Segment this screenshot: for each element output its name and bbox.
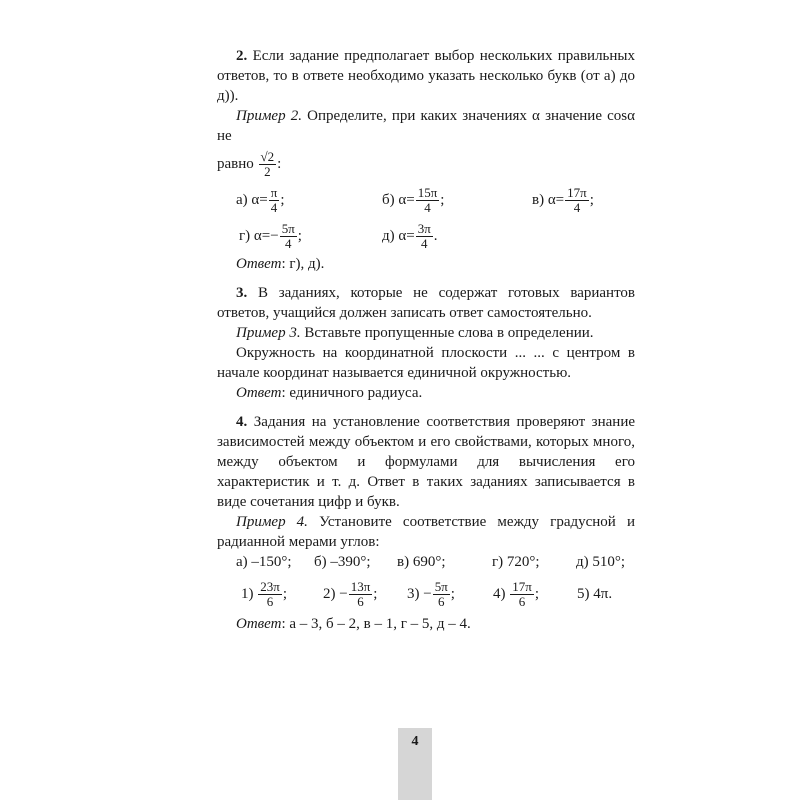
radian-fraction <box>510 580 534 609</box>
radian-5: 5) 4π. <box>577 586 613 602</box>
section-4-number: 4. <box>236 414 248 430</box>
fraction-numerator: π <box>270 184 278 200</box>
option-label: в) <box>532 192 545 208</box>
option-fraction <box>269 186 280 215</box>
radian-end: ; <box>534 586 539 602</box>
page-number: 4 <box>411 734 419 749</box>
fraction-numerator: 5π <box>434 578 448 594</box>
degree-e: д) 510°; <box>576 554 626 570</box>
radian-label: 4) <box>493 586 506 602</box>
option-label: г) <box>239 228 251 244</box>
colon: : <box>277 156 282 172</box>
option-end: . <box>433 228 438 244</box>
answer-label: Ответ <box>236 256 282 272</box>
page-number-tab <box>398 728 432 800</box>
section-3-text: В заданиях, которые не содержат готовых вариантов ответов, учащийся должен записать ответ самостоятельно. <box>217 285 636 321</box>
radian-prefix: − <box>339 586 348 602</box>
example-2-label: Пример 2. <box>236 108 302 124</box>
option-prefix: α= <box>251 192 268 208</box>
fraction-numerator: 15π <box>417 184 438 200</box>
example-2-text: Определите, при каких значениях α значение cosα не <box>217 108 635 144</box>
example-4-text: Установите соответствие между градусной и радианной мерами углов: <box>217 514 635 550</box>
radian-4 <box>493 574 539 614</box>
fraction-numerator: 5π <box>281 220 295 236</box>
section-2-paragraph <box>217 46 635 106</box>
section-4-text: Задания на установление соответствия проверяют знание зависимостей между объектом и его свойствами, которых много, между объектом и формулами для вычисления его характеристик и т. д. Ответ в таких заданиях записывается в виде сочетания цифр и букв. <box>217 414 636 510</box>
sqrt2-numerator: √2 <box>260 148 275 164</box>
fraction-numerator: 23π <box>260 578 280 594</box>
example-4-line <box>217 512 635 552</box>
section-3-paragraph <box>217 283 635 323</box>
fraction-denominator: 6 <box>266 593 274 609</box>
option-fraction <box>416 222 433 251</box>
answer-4 <box>217 614 635 634</box>
answer-text: : единичного радиуса. <box>281 385 423 401</box>
options-row-2 <box>217 218 635 254</box>
option-b <box>382 182 444 218</box>
option-label: д) <box>382 228 395 244</box>
option-c <box>532 182 594 218</box>
radian-2 <box>323 574 377 614</box>
degree-d: г) 720°; <box>492 554 540 570</box>
example-3-label: Пример 3. <box>236 325 301 341</box>
fraction-numerator: 3π <box>417 220 431 236</box>
fraction-denominator: 4 <box>284 235 292 251</box>
answer-3 <box>217 383 635 403</box>
option-prefix: α= <box>398 228 415 244</box>
radian-1 <box>241 574 287 614</box>
radian-end: ; <box>450 586 455 602</box>
section-4-paragraph <box>217 412 635 512</box>
fraction-denominator: 6 <box>438 593 445 609</box>
answer-label: Ответ <box>236 385 282 401</box>
radian-label: 3) <box>407 586 420 602</box>
radian-end: ; <box>373 586 378 602</box>
fraction-numerator: 17π <box>512 578 532 594</box>
radian-end: ; <box>282 586 287 602</box>
fraction-denominator: 6 <box>518 593 526 609</box>
radian-3 <box>407 574 455 614</box>
sqrt2-denominator: 2 <box>264 163 271 179</box>
radian-prefix: − <box>423 586 432 602</box>
answer-text: : а – 3, б – 2, в – 1, г – 5, д – 4. <box>281 616 471 632</box>
radian-label: 2) <box>323 586 336 602</box>
fraction-denominator: 4 <box>424 199 431 215</box>
option-label: б) <box>382 192 395 208</box>
option-prefix: α= <box>547 192 565 208</box>
section-2-number: 2. <box>236 48 248 64</box>
page-content <box>217 46 635 634</box>
radian-fraction <box>258 580 282 609</box>
example-2-equal-line <box>217 146 635 182</box>
fraction-numerator: 17π <box>567 184 587 200</box>
radian-fraction <box>349 580 373 609</box>
answer-label: Ответ <box>236 616 282 632</box>
degree-b: б) –390°; <box>314 554 371 570</box>
radians-row <box>217 574 635 614</box>
sqrt2-over-2-fraction <box>259 150 277 179</box>
answer-2 <box>217 254 635 274</box>
option-fraction <box>280 222 297 251</box>
fraction-denominator: 4 <box>421 235 428 251</box>
section-2-text: Если задание предполагает выбор нескольких правильных ответов, то в ответе необходимо указать несколько букв (от а) до д)). <box>217 48 635 104</box>
fraction-numerator: 13π <box>350 578 371 594</box>
option-prefix: α=− <box>253 228 279 244</box>
example-3-line <box>217 323 635 343</box>
definition-paragraph: Окружность на координатной плоскости ... ... с центром в начале координат называется единичной окружностью. <box>217 345 635 381</box>
option-prefix: α= <box>398 192 415 208</box>
fraction-denominator: 4 <box>573 199 581 215</box>
example-2-line <box>217 106 635 146</box>
radian-label: 1) <box>241 586 254 602</box>
radian-fraction <box>433 580 450 609</box>
example-3-text: Вставьте пропущенные слова в определении. <box>304 325 594 341</box>
example-4-label: Пример 4. <box>236 514 308 530</box>
option-fraction <box>565 186 589 215</box>
degrees-row <box>217 552 635 574</box>
degree-a: а) –150°; <box>236 554 292 570</box>
option-label: а) <box>236 192 248 208</box>
section-3-number: 3. <box>236 285 248 301</box>
fraction-denominator: 4 <box>270 199 278 215</box>
option-end: ; <box>297 228 302 244</box>
degree-c: в) 690°; <box>397 554 446 570</box>
options-row-1 <box>217 182 635 218</box>
option-end: ; <box>280 192 285 208</box>
option-a <box>236 182 284 218</box>
option-end: ; <box>440 192 445 208</box>
option-fraction <box>416 186 440 215</box>
option-end: ; <box>589 192 594 208</box>
fraction-denominator: 6 <box>357 593 364 609</box>
option-e <box>382 218 438 254</box>
answer-text: : г), д). <box>281 256 325 272</box>
equal-word: равно <box>217 156 254 172</box>
option-d <box>239 218 302 254</box>
